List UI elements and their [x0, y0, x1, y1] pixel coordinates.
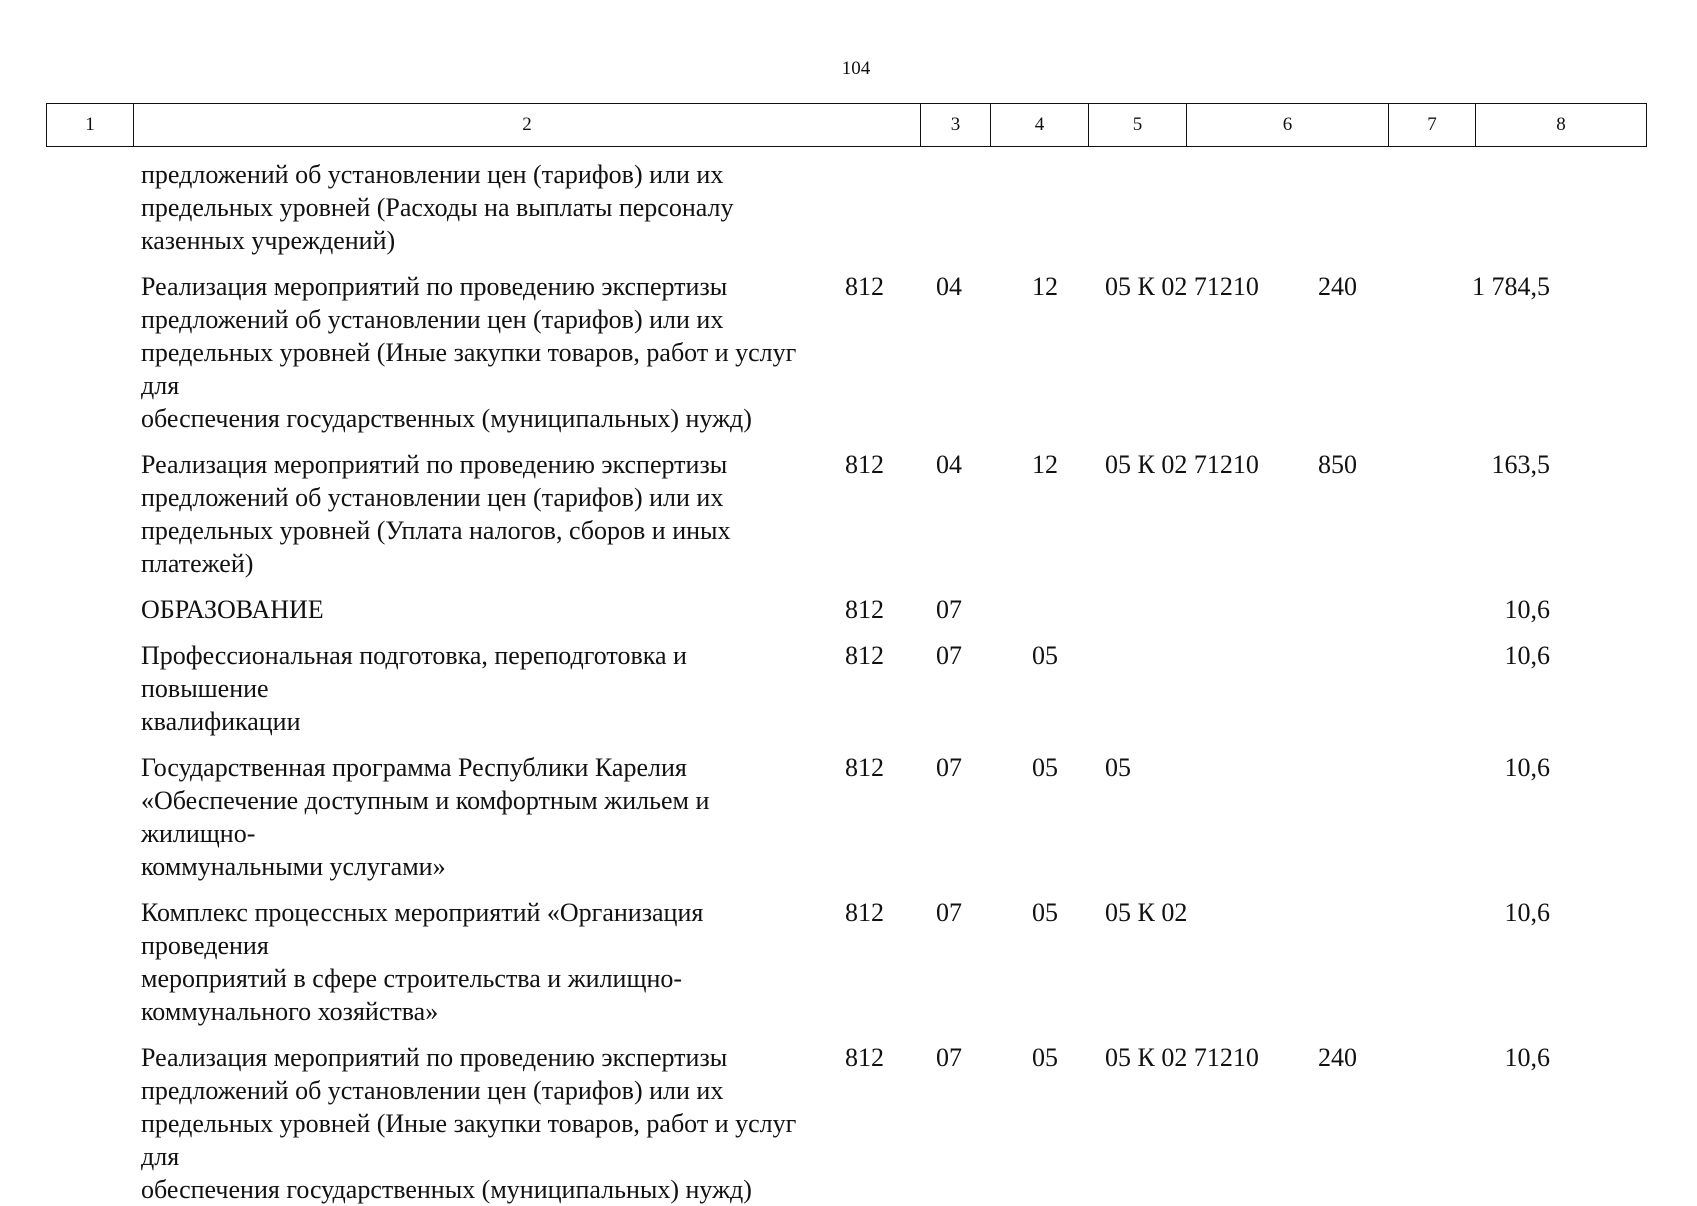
description-line: предложений об установлении цен (тарифов) или их: [141, 1076, 724, 1105]
expense-type-code: 850: [1318, 450, 1357, 479]
amount: 10,6: [1504, 898, 1550, 927]
row-description: [46, 896, 824, 1028]
amount: [1385, 158, 1558, 257]
description-line: квалификации: [141, 707, 301, 736]
description-line: предложений об установлении цен (тарифов) или их: [141, 160, 724, 189]
target-article-code: 05 К 02 71210: [1105, 1043, 1259, 1072]
table-row: [46, 896, 1646, 1028]
description-line: Реализация мероприятий по проведению экспертизы: [141, 450, 728, 479]
target-article-code: 05 К 02 71210: [1105, 450, 1259, 479]
expense-type-code: [1299, 896, 1385, 1028]
target-article-code: 05 К 02: [1105, 898, 1188, 927]
amount: 163,5: [1491, 450, 1550, 479]
description-line: ОБРАЗОВАНИЕ: [141, 595, 324, 624]
ministry-code: 812: [845, 450, 884, 479]
expense-type-code: [1299, 593, 1385, 626]
description-line: казенных учреждений): [141, 226, 396, 255]
column-header-5: 5: [1089, 104, 1187, 147]
expense-type-code: [1299, 158, 1385, 257]
ministry-code: 812: [845, 898, 884, 927]
ministry-code: 812: [845, 753, 884, 782]
description-line: Государственная программа Республики Карелия: [141, 753, 687, 782]
subsection-code: [999, 593, 1097, 626]
table-row: [46, 270, 1646, 435]
amount: 1 784,5: [1472, 272, 1550, 301]
expense-type-code: [1299, 639, 1385, 738]
target-article-code: [1097, 593, 1299, 626]
table-row: [46, 1041, 1646, 1206]
target-article-code: [1097, 639, 1299, 738]
table-row: [46, 158, 1646, 257]
row-description: [46, 593, 824, 626]
table-row: [46, 593, 1646, 626]
section-code: [901, 158, 999, 257]
ministry-code: 812: [845, 272, 884, 301]
subsection-code: 05: [1032, 1043, 1058, 1072]
target-article-code: 05 К 02 71210: [1105, 272, 1259, 301]
ministry-code: 812: [845, 595, 884, 624]
row-description: [46, 639, 824, 738]
subsection-code: [999, 158, 1097, 257]
description-line: обеспечения государственных (муниципальных) нужд): [141, 1175, 752, 1204]
description-line: платежей): [141, 549, 254, 578]
section-code: 04: [936, 450, 962, 479]
column-header-2: 2: [134, 104, 921, 147]
column-header-table: [46, 103, 1647, 147]
expense-type-code: 240: [1318, 272, 1357, 301]
description-line: предложений об установлении цен (тарифов) или их: [141, 305, 724, 334]
section-code: 07: [936, 1043, 962, 1072]
amount: 10,6: [1504, 1043, 1550, 1072]
ministry-code: 812: [845, 1043, 884, 1072]
section-code: 04: [936, 272, 962, 301]
ministry-code: 812: [845, 641, 884, 670]
description-line: коммунального хозяйства»: [141, 997, 439, 1026]
subsection-code: 05: [1032, 753, 1058, 782]
column-header-1: 1: [47, 104, 134, 147]
table-row: [46, 751, 1646, 883]
description-line: коммунальными услугами»: [141, 852, 446, 881]
page-number: 104: [841, 58, 871, 79]
description-line: мероприятий в сфере строительства и жилищно-: [141, 964, 683, 993]
column-header-8: 8: [1476, 104, 1647, 147]
description-line: «Обеспечение доступным и комфортным жильем и жилищно-: [141, 786, 710, 848]
row-description: [46, 751, 824, 883]
column-header-7: 7: [1389, 104, 1476, 147]
target-article-code: 05: [1105, 753, 1131, 782]
subsection-code: 05: [1032, 898, 1058, 927]
description-line: предельных уровней (Расходы на выплаты персоналу: [141, 193, 734, 222]
description-line: предельных уровней (Иные закупки товаров, работ и услуг для: [141, 338, 797, 400]
subsection-code: 05: [1032, 641, 1058, 670]
table-row: [46, 639, 1646, 738]
amount: 10,6: [1504, 595, 1550, 624]
row-description: [46, 158, 824, 257]
description-line: обеспечения государственных (муниципальных) нужд): [141, 404, 752, 433]
amount: 10,6: [1504, 641, 1550, 670]
description-line: предложений об установлении цен (тарифов) или их: [141, 483, 724, 512]
column-header-6: 6: [1187, 104, 1389, 147]
subsection-code: 12: [1032, 272, 1058, 301]
ministry-code: [824, 158, 901, 257]
description-line: предельных уровней (Иные закупки товаров, работ и услуг для: [141, 1109, 797, 1171]
table-row: [46, 448, 1646, 580]
section-code: 07: [936, 641, 962, 670]
description-line: Профессиональная подготовка, переподготовка и повышение: [141, 641, 687, 703]
table-body: [46, 158, 1646, 1206]
description-line: Реализация мероприятий по проведению экспертизы: [141, 1043, 728, 1072]
column-header-3: 3: [921, 104, 991, 147]
column-header-4: 4: [991, 104, 1089, 147]
description-line: предельных уровней (Уплата налогов, сборов и иных: [141, 516, 731, 545]
expense-type-code: [1299, 751, 1385, 883]
amount: 10,6: [1504, 753, 1550, 782]
subsection-code: 12: [1032, 450, 1058, 479]
row-description: [46, 270, 824, 435]
target-article-code: [1097, 158, 1299, 257]
expense-type-code: 240: [1318, 1043, 1357, 1072]
section-code: 07: [936, 898, 962, 927]
description-line: Комплекс процессных мероприятий «Организация проведения: [141, 898, 704, 960]
section-code: 07: [936, 595, 962, 624]
row-description: [46, 1041, 824, 1206]
row-description: [46, 448, 824, 580]
section-code: 07: [936, 753, 962, 782]
description-line: Реализация мероприятий по проведению экспертизы: [141, 272, 728, 301]
